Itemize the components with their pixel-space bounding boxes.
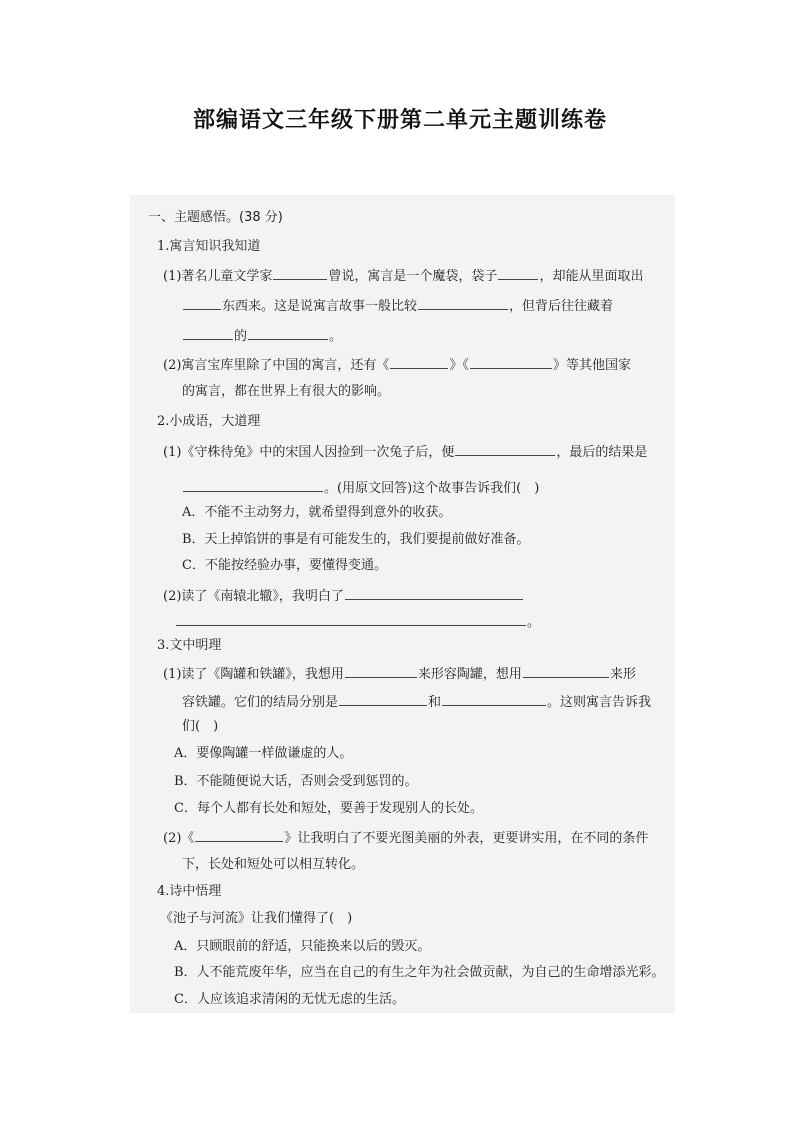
q2-option-b[interactable]: B．天上掉馅饼的事是有可能发生的，我们要提前做好准备。 bbox=[182, 532, 530, 547]
question-4-heading: 4.诗中悟理 bbox=[157, 884, 222, 899]
q3-option-a[interactable]: A．要像陶罐一样做谦虚的人。 bbox=[174, 746, 353, 761]
q3-part1-line1 bbox=[163, 664, 636, 684]
section-heading: 一、主题感悟。(38 分) bbox=[148, 210, 283, 225]
q2-part1-line2 bbox=[182, 478, 539, 498]
answer-blank[interactable] bbox=[442, 692, 546, 706]
answer-blank[interactable] bbox=[523, 664, 609, 678]
text: (1)著名儿童文学家 bbox=[163, 269, 273, 284]
q4-option-c[interactable]: C．人应该追求清闲的无忧无虑的生活。 bbox=[174, 992, 405, 1007]
text: ，最后的结果是 bbox=[556, 445, 648, 460]
answer-blank[interactable] bbox=[470, 355, 552, 369]
answer-blank[interactable] bbox=[418, 296, 508, 310]
question-1-heading: 1.寓言知识我知道 bbox=[157, 239, 261, 254]
q2-option-a[interactable]: A．不能不主动努力，就希望得到意外的收获。 bbox=[182, 505, 452, 520]
answer-blank[interactable] bbox=[498, 266, 538, 280]
text: 来形 bbox=[609, 667, 636, 682]
answer-blank[interactable] bbox=[390, 355, 448, 369]
text: (2)读了《南辕北辙》，我明白了 bbox=[163, 589, 344, 604]
question-2-heading: 2.小成语，大道理 bbox=[157, 414, 261, 429]
text: 》《 bbox=[449, 358, 469, 373]
text: 》等其他国家 bbox=[552, 358, 631, 373]
answer-blank[interactable] bbox=[345, 664, 417, 678]
q3-option-c[interactable]: C．每个人都有长处和短处，要善于发现别人的长处。 bbox=[174, 801, 483, 816]
answer-blank[interactable] bbox=[195, 828, 283, 842]
q1-part2-line2: 的寓言，都在世界上有很大的影响。 bbox=[182, 384, 391, 399]
answer-blank[interactable] bbox=[339, 692, 427, 706]
text: 。(用原文回答)这个故事告诉我们( ) bbox=[324, 481, 540, 496]
q4-stem: 《池子与河流》让我们懂得了( ) bbox=[160, 911, 353, 926]
answer-blank[interactable] bbox=[248, 326, 328, 340]
answer-blank[interactable] bbox=[176, 612, 526, 626]
text: 来形容陶罐，想用 bbox=[417, 667, 522, 682]
q3-part2-line1 bbox=[163, 828, 648, 848]
q4-option-a[interactable]: A．只顾眼前的舒适，只能换来以后的毁灭。 bbox=[174, 939, 431, 954]
text: 。 bbox=[329, 329, 343, 344]
q2-part2-line1 bbox=[163, 586, 524, 606]
q3-option-b[interactable]: B．不能随便说大话，否则会受到惩罚的。 bbox=[174, 774, 418, 789]
text: 东西来。这是说寓言故事一般比较 bbox=[222, 299, 418, 314]
text: (1)读了《陶罐和铁罐》，我想用 bbox=[163, 667, 344, 682]
text: 的 bbox=[234, 329, 248, 344]
text: 和 bbox=[428, 695, 442, 710]
text: 。这则寓言告诉我 bbox=[547, 695, 652, 710]
question-3-heading: 3.文中明理 bbox=[157, 638, 222, 653]
q2-option-c[interactable]: C．不能按经验办事，要懂得变通。 bbox=[182, 558, 387, 573]
text: ，但背后往往藏着 bbox=[509, 299, 614, 314]
text: (2)寓言宝库里除了中国的寓言，还有《 bbox=[163, 358, 390, 373]
q2-part1-line1 bbox=[163, 442, 647, 462]
q1-part1-line1 bbox=[163, 266, 643, 286]
q2-part2-line2 bbox=[175, 612, 540, 632]
text: 曾说，寓言是一个魔袋，袋子 bbox=[328, 269, 498, 284]
answer-blank[interactable] bbox=[455, 442, 555, 456]
q1-part1-line3 bbox=[182, 326, 342, 346]
text: (1)《守株待兔》中的宋国人因捡到一次兔子后，便 bbox=[163, 445, 455, 460]
q3-part1-line2 bbox=[182, 692, 651, 712]
page-title: 部编语文三年级下册第二单元主题训练卷 bbox=[192, 108, 607, 133]
answer-blank[interactable] bbox=[183, 296, 221, 310]
text: 》让我明白了不要光图美丽的外表，更要讲实用，在不同的条件 bbox=[284, 831, 649, 846]
answer-blank[interactable] bbox=[183, 478, 323, 492]
text: (2)《 bbox=[163, 831, 195, 846]
q3-part1-line3: 们( ) bbox=[182, 719, 219, 734]
text: ，却能从里面取出 bbox=[539, 269, 644, 284]
answer-blank[interactable] bbox=[273, 266, 327, 280]
q4-option-b[interactable]: B．人不能荒废年华，应当在自己的有生之年为社会做贡献，为自己的生命增添光彩。 bbox=[174, 965, 665, 980]
q1-part1-line2 bbox=[182, 296, 613, 316]
text: 。 bbox=[527, 615, 541, 630]
q1-part2-line1 bbox=[163, 355, 631, 375]
answer-blank[interactable] bbox=[183, 326, 233, 340]
q3-part2-line2: 下，长处和短处可以相互转化。 bbox=[182, 857, 365, 872]
answer-blank[interactable] bbox=[345, 586, 523, 600]
text: 容铁罐。它们的结局分别是 bbox=[182, 695, 339, 710]
